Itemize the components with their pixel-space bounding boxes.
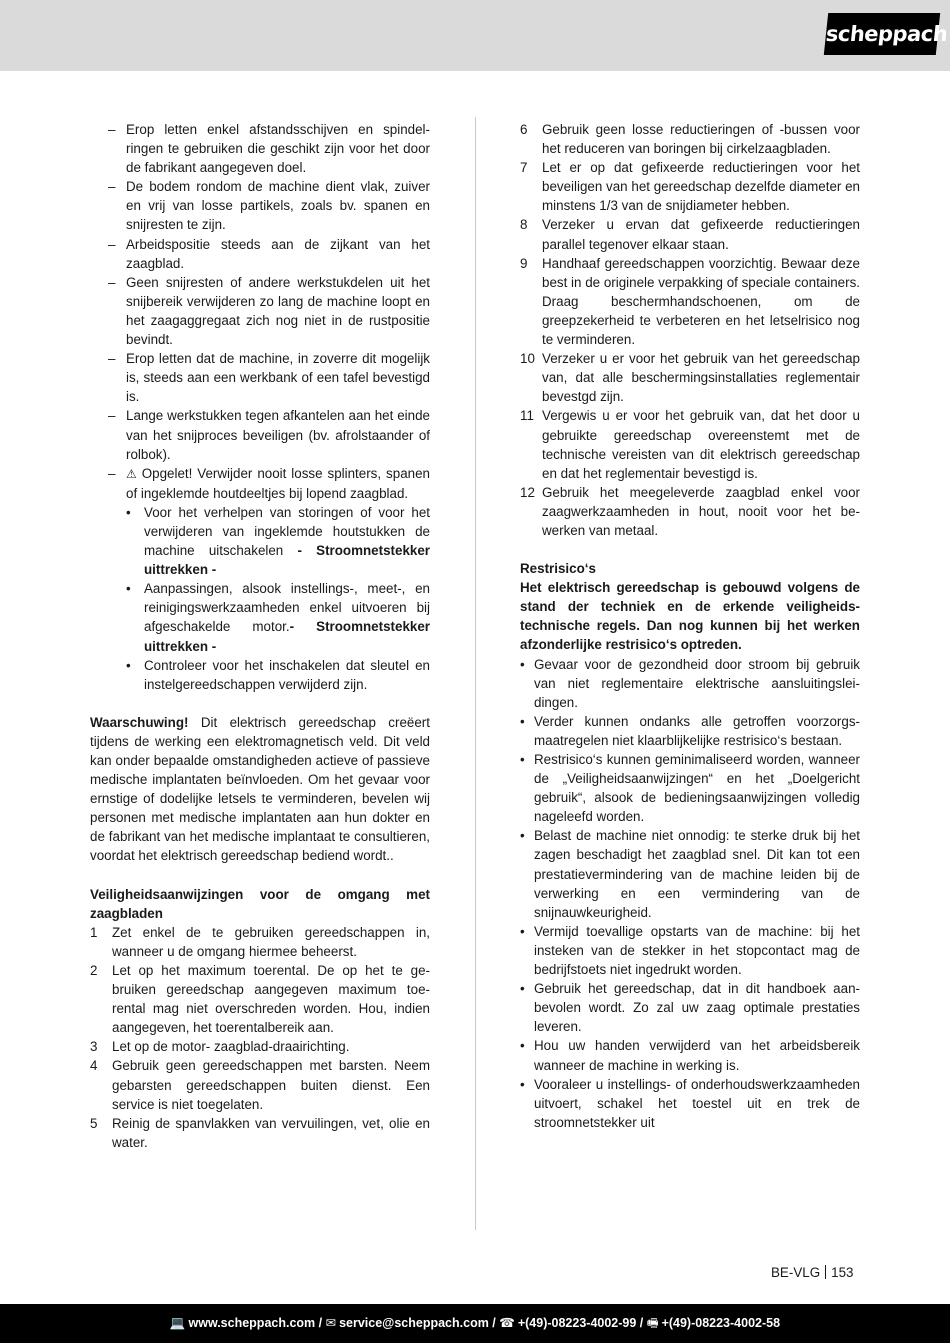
emf-warning-paragraph: Waarschuwing! Dit elektrisch gereedschap creëert tijdens de werking een elektromagnetisch veld. Dit veld kan onder bepaalde omstandigheden actieve of passieve medische implantaten beïnvloeden. Om het gevaar voor ernstige of dodelijke letsels te verminderen, bevelen wij personen met medische implantaten aan hun dokter en de fabrikant van het medische implantaat te consultieren, voordat het elektrisch gereedschap bediend wordt..: [90, 714, 430, 864]
risk-intro: Het elektrisch gereedschap is gebouwd volgens de stand der techniek en de erkende veiligheidstechnische regels. Dan nog kunnen bij het werken afzonderlijke restrisico‘s optreden.: [520, 580, 860, 653]
list-item: – ⚠ Opgelet! Verwijder nooit losse splinters, spanen of ingeklemde houtdeeltjes bij lopend zaagblad.: [108, 465, 430, 501]
list-item: • Verder kunnen ondanks alle getroffen voorzorgsmaatregelen niet klaarblijkelijke restrisico‘s bestaan.: [520, 713, 860, 748]
list-item: – Geen snijresten of andere werkstukdelen uit het snijbereik verwijderen zo lang de machine loopt en het zaagaggregaat zich nog niet in de rustpositie bevindt.: [108, 274, 430, 348]
computer-icon: 💻: [169, 1316, 186, 1330]
list-item: • Gevaar voor de gezondheid door stroom bij gebruik van niet reglementaire elektrische aansluitingsleidingen.: [520, 656, 860, 710]
section-heading: Restrisico‘s: [520, 561, 596, 577]
list-item: • Belast de machine niet onnodig: te sterke druk bij het zagen beschadigt het zaagblad snel. Dit kan tot een prestatievermindering van de machine leiden bij de verwerking en een vermindering van de snijnauwkeurigheid.: [520, 828, 860, 920]
list-item: 4 Gebruik geen gereedschappen met barsten. Neem gebarsten gereedschappen buiten dienst. Een service is niet toegelaten.: [90, 1058, 430, 1112]
warning-triangle-icon: ⚠: [126, 466, 137, 481]
list-item: 8 Verzeker u ervan dat gefixeerde reductieringen parallel tegenover elkaar staan.: [520, 217, 860, 252]
section-heading: Veiligheidsaanwijzingen voor de omgang met zaagbladen: [90, 886, 430, 921]
list-item: 9 Handhaaf gereedschappen voorzichtig. Bewaar deze best in de originele verpakking of speciale containers. Draag beschermhandschoenen, om de greepzekerheid te verbeteren en het letselrisico nog te verminderen.: [520, 255, 860, 348]
list-item: 11 Vergewis u er voor het gebruik van, dat het door u gebruikte gereedschap overeenstemt met de technische vereisten van dit elektrisch gereedschap en dat het reglementair bevestigd is.: [520, 408, 860, 481]
list-item: 6 Gebruik geen losse reductieringen of -bussen voor het reduceren van boringen bij cirkelzaagbladen.: [520, 122, 860, 157]
list-item: 10 Verzeker u er voor het gebruik van het gereedschap van, dat alle beschermingsinstallaties reglementair bevestgd zijn.: [520, 351, 860, 405]
list-item: • Voor het verhelpen van storingen of voor het verwijderen van ingeklemde houtstukken de machine uitschakelen - Stroomnetstekker uittrekken -: [126, 504, 430, 578]
left-column: [90, 120, 430, 1152]
phone-icon: ☎: [499, 1316, 515, 1330]
list-item: • Aanpassingen, alsook instellings-, meet-, en reinigingswerkzaamheden enkel uitvoeren bij afgeschakelde motor.- Stroomnetstekker uittrekken -: [126, 581, 430, 654]
footer-bar: 💻 www.scheppach.com / ✉ service@scheppach.com / ☎ +(49)-08223-4002-99 / 🖷 +(49)-08223-4002-58: [0, 1304, 950, 1343]
list-item: 5 Reinig de spanvlakken van vervuilingen, vet, olie en water.: [90, 1115, 430, 1150]
footer-web[interactable]: www.scheppach.com: [188, 1316, 316, 1330]
list-item: • Vooraleer u instellings- of onderhoudswerkzaamheden uitvoert, schakel het toestel uit en trek de stroomnetstekker uit: [520, 1076, 860, 1130]
footer-fax: +(49)-08223-4002-58: [661, 1316, 781, 1330]
list-item: • Controleer voor het inschakelen dat sleutel en instelgereedschappen verwijderd zijn.: [126, 657, 430, 692]
page-number: BE-VLG 153: [771, 1265, 854, 1280]
list-item: 7 Let er op dat gefixeerde reductieringen voor het beveiligen van het gereedschap dezelfde diameter en minstens 1/3 van de snijdiameter hebben.: [520, 160, 860, 214]
list-item: – De bodem rondom de machine dient vlak, zuiver en vrij van losse partikels, zoals bv. spanen en snijresten te zijn.: [108, 179, 430, 233]
list-item: • Hou uw handen verwijderd van het arbeidsbereik wanneer de machine in werking is.: [520, 1038, 860, 1073]
right-column: [520, 120, 860, 1132]
footer-email[interactable]: service@scheppach.com: [339, 1316, 489, 1330]
list-item: – Arbeidspositie steeds aan de zijkant van het zaagblad.: [108, 236, 430, 271]
list-item: • Restrisico‘s kunnen geminimaliseerd worden, wanneer de „Veiligheidsaanwijzingen“ en het „Doelgericht gebruik“, alsook de bedieningsaanwijzingen volledig nageleefd worden.: [520, 752, 860, 825]
list-item: – Erop letten dat de machine, in zoverre dit mogelijk is, steeds aan een werkbank of een tafel bevestigd is.: [108, 351, 430, 405]
list-item: 12 Gebruik het meegeleverde zaagblad enkel voor zaagwerkzaamheden in hout, nooit voor het bewerken van metaal.: [520, 484, 860, 538]
column-divider: [475, 117, 476, 1230]
list-item: • Gebruik het gereedschap, dat in dit handboek aanbevolen wordt. Zo zal uw zaag optimale prestaties leveren.: [520, 981, 860, 1035]
list-item: • Vermijd toevallige opstarts van de machine: bij het insteken van de stekker in het stopcontact mag de bedrijfstoets niet ingedrukt worden.: [520, 923, 860, 978]
list-item: – Erop letten enkel afstandsschijven en spindelringen te gebruiken die geschikt zijn voor het door de fabrikant aangegeven doel.: [108, 122, 430, 176]
list-item: 1 Zet enkel de te gebruiken gereedschappen in, wanneer u de omgang hiermee beheerst.: [90, 924, 430, 959]
footer-phone: +(49)-08223-4002-99: [517, 1316, 637, 1330]
list-item: – Lange werkstukken tegen afkantelen aan het einde van het snijproces beveiligen (bv. afrolstaander of rolbok).: [108, 408, 430, 462]
header-band: [0, 0, 950, 71]
list-item: 2 Let op het maximum toerental. De op het te gebruiken gereedschap aangegeven maximum toerental mag niet overschreden worden. Hou, indien aangegeven, het toerentalbereik aan.: [90, 962, 430, 1036]
fax-icon: 🖷: [646, 1316, 659, 1330]
scheppach-logo: scheppach: [824, 13, 940, 55]
list-item: 3 Let op de motor- zaagblad-draairichting.: [90, 1039, 350, 1055]
mail-icon: ✉: [325, 1316, 337, 1330]
